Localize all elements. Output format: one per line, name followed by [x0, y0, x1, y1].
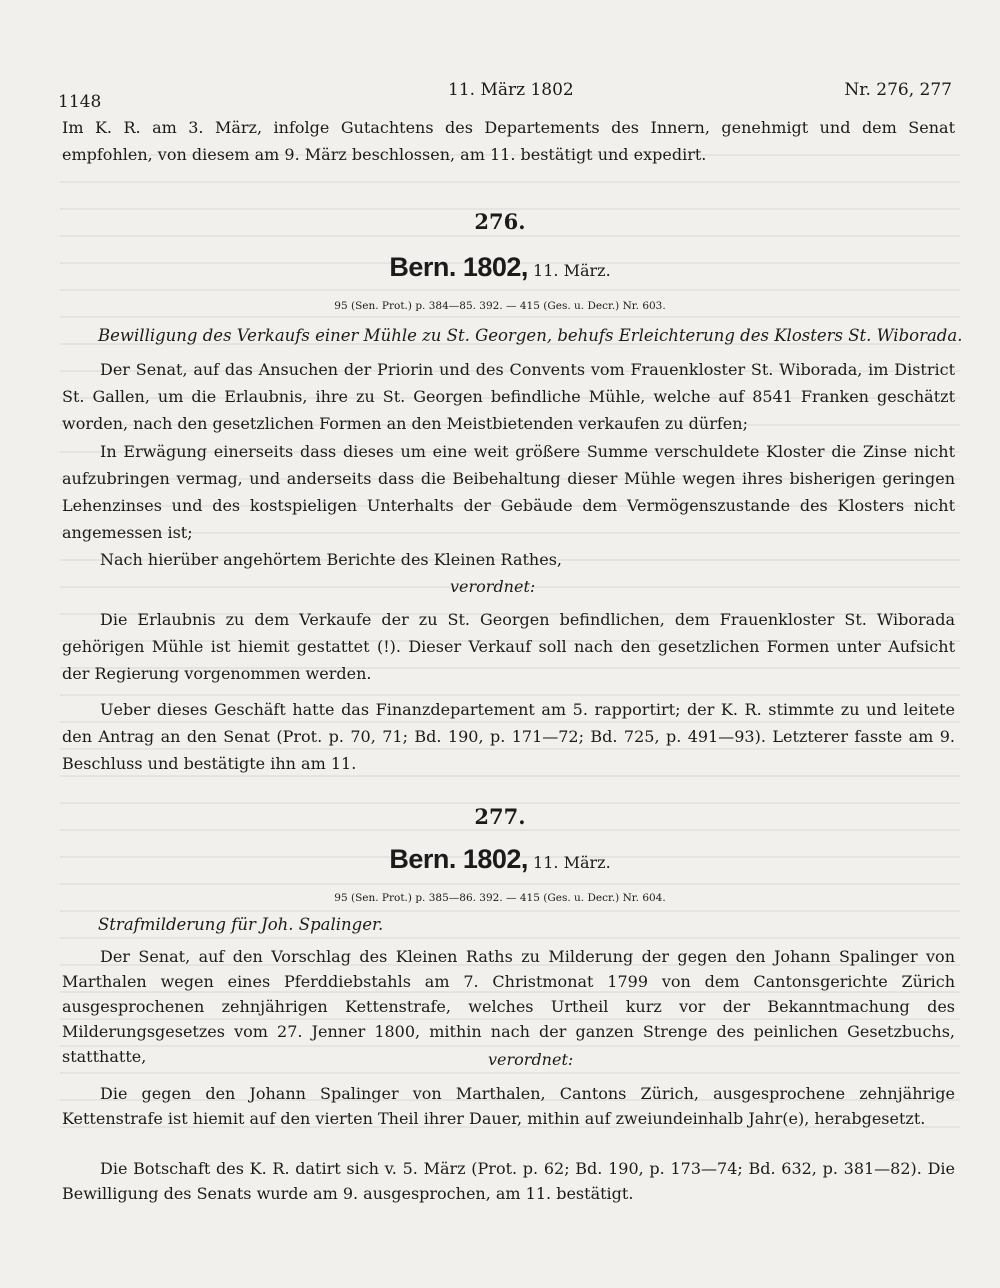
doc276-reference: 95 (Sen. Prot.) p. 384—85. 392. — 415 (Ges. u. Decr.) Nr. 603.	[334, 300, 666, 312]
doc276-title: Bewilligung des Verkaufs einer Mühle zu St. Georgen, behufs Erleichterung des Klosters St. Wiborada.	[98, 326, 963, 345]
doc276-paragraph-3: Nach hierüber angehörtem Berichte des Kleinen Rathes,	[100, 550, 562, 569]
doc276-number: 276.	[474, 209, 526, 234]
doc276-date: 11. März.	[533, 261, 611, 280]
doc277-number: 277.	[474, 804, 526, 829]
doc277-verordnet: verordnet:	[488, 1050, 574, 1069]
doc277-reference: 95 (Sen. Prot.) p. 385—86. 392. — 415 (Ges. u. Decr.) Nr. 604.	[334, 892, 666, 904]
doc277-date: 11. März.	[533, 853, 611, 872]
doc276-verordnet: verordnet:	[450, 577, 536, 596]
doc276-dateline	[0, 252, 1000, 283]
doc276-paragraph-2: In Erwägung einerseits dass dieses um eine weit größere Summe verschuldete Kloster die Zinse nicht aufzubringen vermag, und anderseits dass die Beibehaltung dieser Mühle wegen ihres bisherigen geringen Lehenzinses und des kostspieligen Unterhalts der Gebäude dem Vermögenszustande des Klosters nicht angemessen ist;	[62, 442, 955, 542]
doc277-dateline	[0, 844, 1000, 875]
doc277-paragraph-1: Der Senat, auf den Vorschlag des Kleinen Raths zu Milderung der gegen den Johann Spalinger von Marthalen wegen eines Pferddiebstahls am 7. Christmonat 1799 von dem Cantonsgerichte Zürich ausgesprochenen zehnjährigen Kettenstrafe, welches Urtheil kurz vor der Bekanntmachung des Milderungsgesetzes vom 27. Jenner 1800, mithin nach der ganzen Strenge des peinlichen Gesetzbuchs, statthatte,	[62, 947, 955, 1066]
doc276-place-year: Bern. 1802,	[389, 252, 528, 282]
doc277-title: Strafmilderung für Joh. Spalinger.	[98, 915, 384, 934]
header-document-numbers: Nr. 276, 277	[844, 80, 952, 100]
page-header	[58, 80, 952, 110]
doc276-paragraph-1: Der Senat, auf das Ansuchen der Priorin und des Convents vom Frauenkloster St. Wiborada, im District St. Gallen, um die Erlaubnis, ihre zu St. Georgen befindliche Mühle, welche auf 8541 Franken geschätzt worden, nach den gesetzlichen Formen an den Meistbietenden verkaufen zu dürfen;	[62, 360, 955, 433]
doc276-paragraph-4: Die Erlaubnis zu dem Verkaufe der zu St. Georgen befindlichen, dem Frauenkloster St. Wiborada gehörigen Mühle ist hiemit gestattet (!). Dieser Verkauf soll nach den gesetzlichen Formen unter Aufsicht der Regierung vorgenommen werden.	[62, 610, 955, 683]
intro-paragraph: Im K. R. am 3. März, infolge Gutachtens des Departements des Innern, genehmigt und dem Senat empfohlen, von diesem am 9. März beschlossen, am 11. bestätigt und expedirt.	[62, 118, 955, 164]
doc277-paragraph-2: Die gegen den Johann Spalinger von Marthalen, Cantons Zürich, ausgesprochene zehnjährige Kettenstrafe ist hiemit auf den vierten Theil ihrer Dauer, mithin auf zweiundeinhalb Jahr(e), herabgesetzt.	[62, 1084, 955, 1128]
doc276-note: Ueber dieses Geschäft hatte das Finanzdepartement am 5. rapportirt; der K. R. stimmte zu und leitete den Antrag an den Senat (Prot. p. 70, 71; Bd. 190, p. 171—72; Bd. 725, p. 491—93). Letzterer fasste am 9. Beschluss und bestätigte ihn am 11.	[62, 700, 955, 773]
page-number: 1148	[58, 92, 102, 112]
doc277-note: Die Botschaft des K. R. datirt sich v. 5. März (Prot. p. 62; Bd. 190, p. 173—74; Bd. 632, p. 381—82). Die Bewilligung des Senats wurde am 9. ausgesprochen, am 11. bestätigt.	[62, 1159, 955, 1203]
doc277-place-year: Bern. 1802,	[389, 844, 528, 874]
header-date: 11. März 1802	[448, 80, 574, 100]
